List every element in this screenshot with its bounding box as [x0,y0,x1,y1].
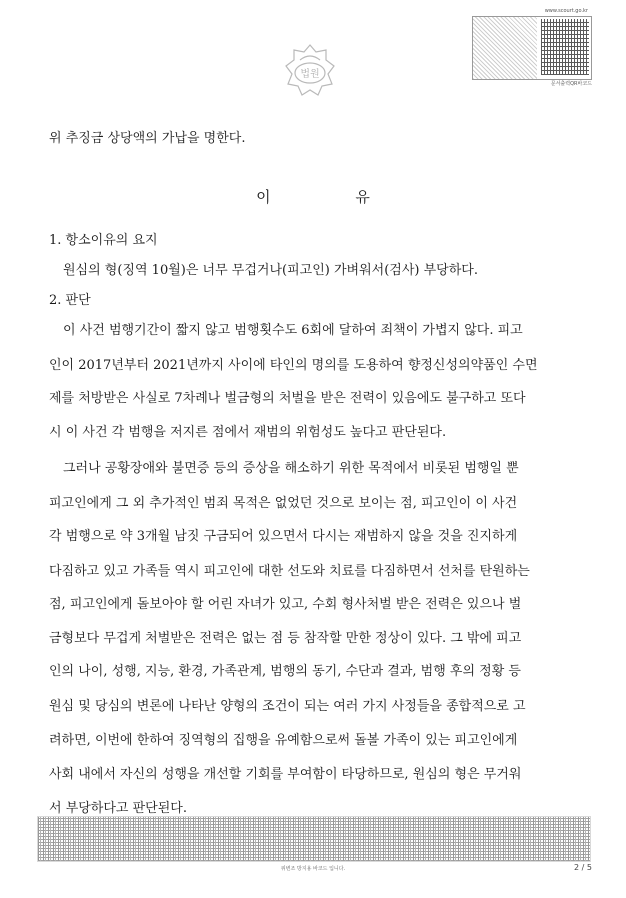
body-line: 점, 피고인에게 돌보아야 할 어린 자녀가 있고, 수회 형사처벌 받은 전력은 있으나 벌 [49,597,522,612]
qr-code-icon [541,19,589,75]
section-title: 이 유 [256,188,410,206]
body-line: 인의 나이, 성행, 지능, 환경, 가족관계, 범행의 동기, 수단과 결과, 범행 후의 정황 등 [49,664,521,679]
heading-appeal-summary: 1. 항소이유의 요지 [49,233,158,248]
body-line: 원심 및 당심의 변론에 나타난 양형의 조건이 되는 여러 가지 사정들을 종합적으로 고 [49,699,526,714]
qr-stamp-box [472,16,592,80]
body-line: 려하면, 이번에 한하여 징역형의 집행을 유예함으로써 돌볼 가족이 있는 피고인에게 [49,733,518,748]
appeal-summary-text: 원심의 형(징역 10월)은 너무 무겁거나(피고인) 가벼워서(검사) 부당하다. [63,263,478,278]
body-line: 이 사건 범행기간이 짧지 않고 범행횟수도 6회에 달하여 죄책이 가볍지 않다. 피고 [63,323,523,338]
qr-label: 문서출력QR바코드 [550,81,592,87]
body-line: 제를 처방받은 사실로 7차례나 벌금형의 처벌을 받은 전력이 있음에도 불구하고 또다 [49,391,526,406]
body-line: 다짐하고 있고 가족들 역시 피고인에 대한 선도와 치료를 다짐하면서 선처를 탄원하는 [49,564,530,579]
body-line: 각 범행으로 약 3개월 남짓 구금되어 있으면서 다시는 재범하지 않을 것을 진지하게 [49,529,518,544]
seal-text: 법원 [300,69,320,80]
body-line: 시 이 사건 각 범행을 저지른 점에서 재범의 위험성도 높다고 판단된다. [49,425,447,440]
body-line: 그러나 공황장애와 불면증 등의 증상을 해소하기 위한 목적에서 비롯된 범행일 뿐 [63,461,519,476]
body-line: 인이 2017년부터 2021년까지 사이에 타인의 명의를 도용하여 향정신성의약품인 수면 [49,358,538,373]
qr-watermark [473,17,537,79]
anti-forgery-barcode [37,816,591,862]
body-line: 사회 내에서 자신의 성행을 개선할 기회를 부여함이 타당하므로, 원심의 형은 무거워 [49,767,522,782]
body-line: 피고인에게 그 외 추가적인 범죄 목적은 없었던 것으로 보이는 점, 피고인이 이 사건 [49,496,518,511]
barcode-caption: 위변조 방지용 바코드 입니다. [280,866,346,872]
site-url: www.scourt.go.kr [544,8,588,14]
judgment-order-line: 위 추징금 상당액의 가납을 명한다. [49,131,246,146]
body-line: 서 부당하다고 판단된다. [49,801,187,816]
body-line: 금형보다 무겁게 처벌받은 전력은 없는 점 등 참작할 만한 정상이 있다. 그 밖에 피고 [49,631,522,646]
heading-judgment: 2. 판단 [49,293,91,308]
court-seal-icon [282,42,338,98]
page-number: 2 / 5 [574,863,592,872]
